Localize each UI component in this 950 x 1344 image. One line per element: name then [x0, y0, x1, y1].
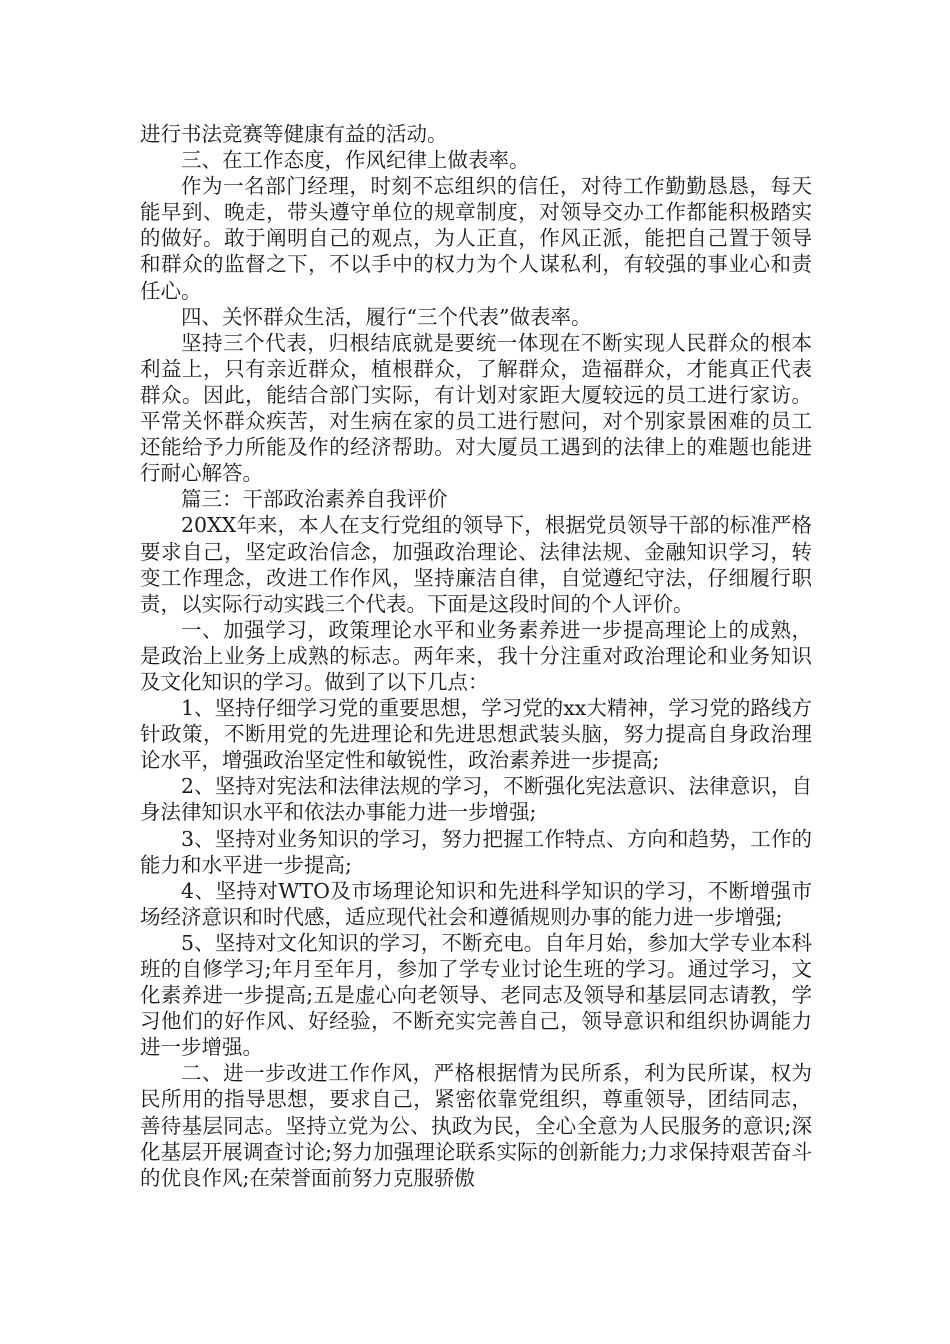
paragraph: 20XX年来，本人在支行党组的领导下，根据党员领导干部的标准严格要求自己，坚定政治信念，加强政治理论、法律法规、金融知识学习，转变工作理念，改进工作作风，坚持廉洁自律，自觉遵纪守法，仔细履行职责，以实际行动实践三个代表。下面是这段时间的个人评价。 — [140, 513, 812, 616]
paragraph-continuation: 进行书法竞赛等健康有益的活动。 — [140, 122, 448, 146]
list-item: 1、坚持仔细学习党的重要思想，学习党的xx大精神，学习党的路线方针政策，不断用党的先进理论和先进思想武装头脑，努力提高自身政治理论水平，增强政治坚定性和敏锐性，政治素养进一步提高; — [140, 696, 812, 773]
list-item: 4、坚持对WTO及市场理论知识和先进科学知识的学习，不断增强市场经济意识和时代感，适应现代社会和遵循规则办事的能力进一步增强; — [140, 878, 812, 929]
paragraph: 一、加强学习，政策理论水平和业务素养进一步提高理论上的成熟，是政治上业务上成熟的标志。两年来，我十分注重对政治理论和业务知识及文化知识的学习。做到了以下几点： — [140, 617, 812, 694]
list-item: 5、坚持对文化知识的学习，不断充电。自年月始，参加大学专业本科班的自修学习;年月至年月，参加了学专业讨论生班的学习。通过学习，文化素养进一步提高;五是虚心向老领导、老同志及领导和基层同志请教，学习他们的好作风、好经验，不断充实完善自己，领导意识和组织协调能力进一步增强。 — [140, 930, 812, 1060]
chapter-title: 篇三：干部政治素养自我评价 — [181, 487, 448, 512]
document-body — [140, 121, 812, 1191]
paragraph: 作为一名部门经理，时刻不忘组织的信任，对待工作勤勤恳恳，每天能早到、晚走，带头遵守单位的规章制度，对领导交办工作都能积极踏实的做好。敢于阐明自己的观点，为人正直，作风正派，能把自己置于领导和群众的监督之下，不以手中的权力为个人谋私利，有较强的事业心和责任心。 — [140, 174, 812, 303]
paragraph: 坚持三个代表，归根结底就是要统一体现在不断实现人民群众的根本利益上，只有亲近群众，植根群众，了解群众，造福群众，才能真正代表群众。因此，能结合部门实际，有计划对家距大厦较远的员工进行家访。平常关怀群众疾苦，对生病在家的员工进行慰问，对个别家景困难的员工还能给予力所能及作的经济帮助。对大厦员工遇到的法律上的难题也能进行耐心解答。 — [140, 330, 812, 486]
section-heading-four: 四、关怀群众生活，履行“三个代表”做表率。 — [181, 304, 592, 329]
section-heading-three: 三、在工作态度，作风纪律上做表率。 — [181, 148, 530, 173]
list-item: 2、坚持对宪法和法律法规的学习，不断强化宪法意识、法律意识，自身法律知识水平和依法办事能力进一步增强; — [140, 774, 812, 825]
paragraph: 二、进一步改进工作作风，严格根据情为民所系，利为民所谋，权为民所用的指导思想，要求自己，紧密依靠党组织，尊重领导，团结同志，善待基层同志。坚持立党为公、执政为民，全心全意为人民服务的意识;深化基层开展调查讨论;努力加强理论联系实际的创新能力;力求保持艰苦奋斗的优良作风;在荣誉面前努力克服骄傲 — [140, 1061, 812, 1190]
list-item: 3、坚持对业务知识的学习，努力把握工作特点、方向和趋势，工作的能力和水平进一步提高; — [140, 826, 812, 877]
